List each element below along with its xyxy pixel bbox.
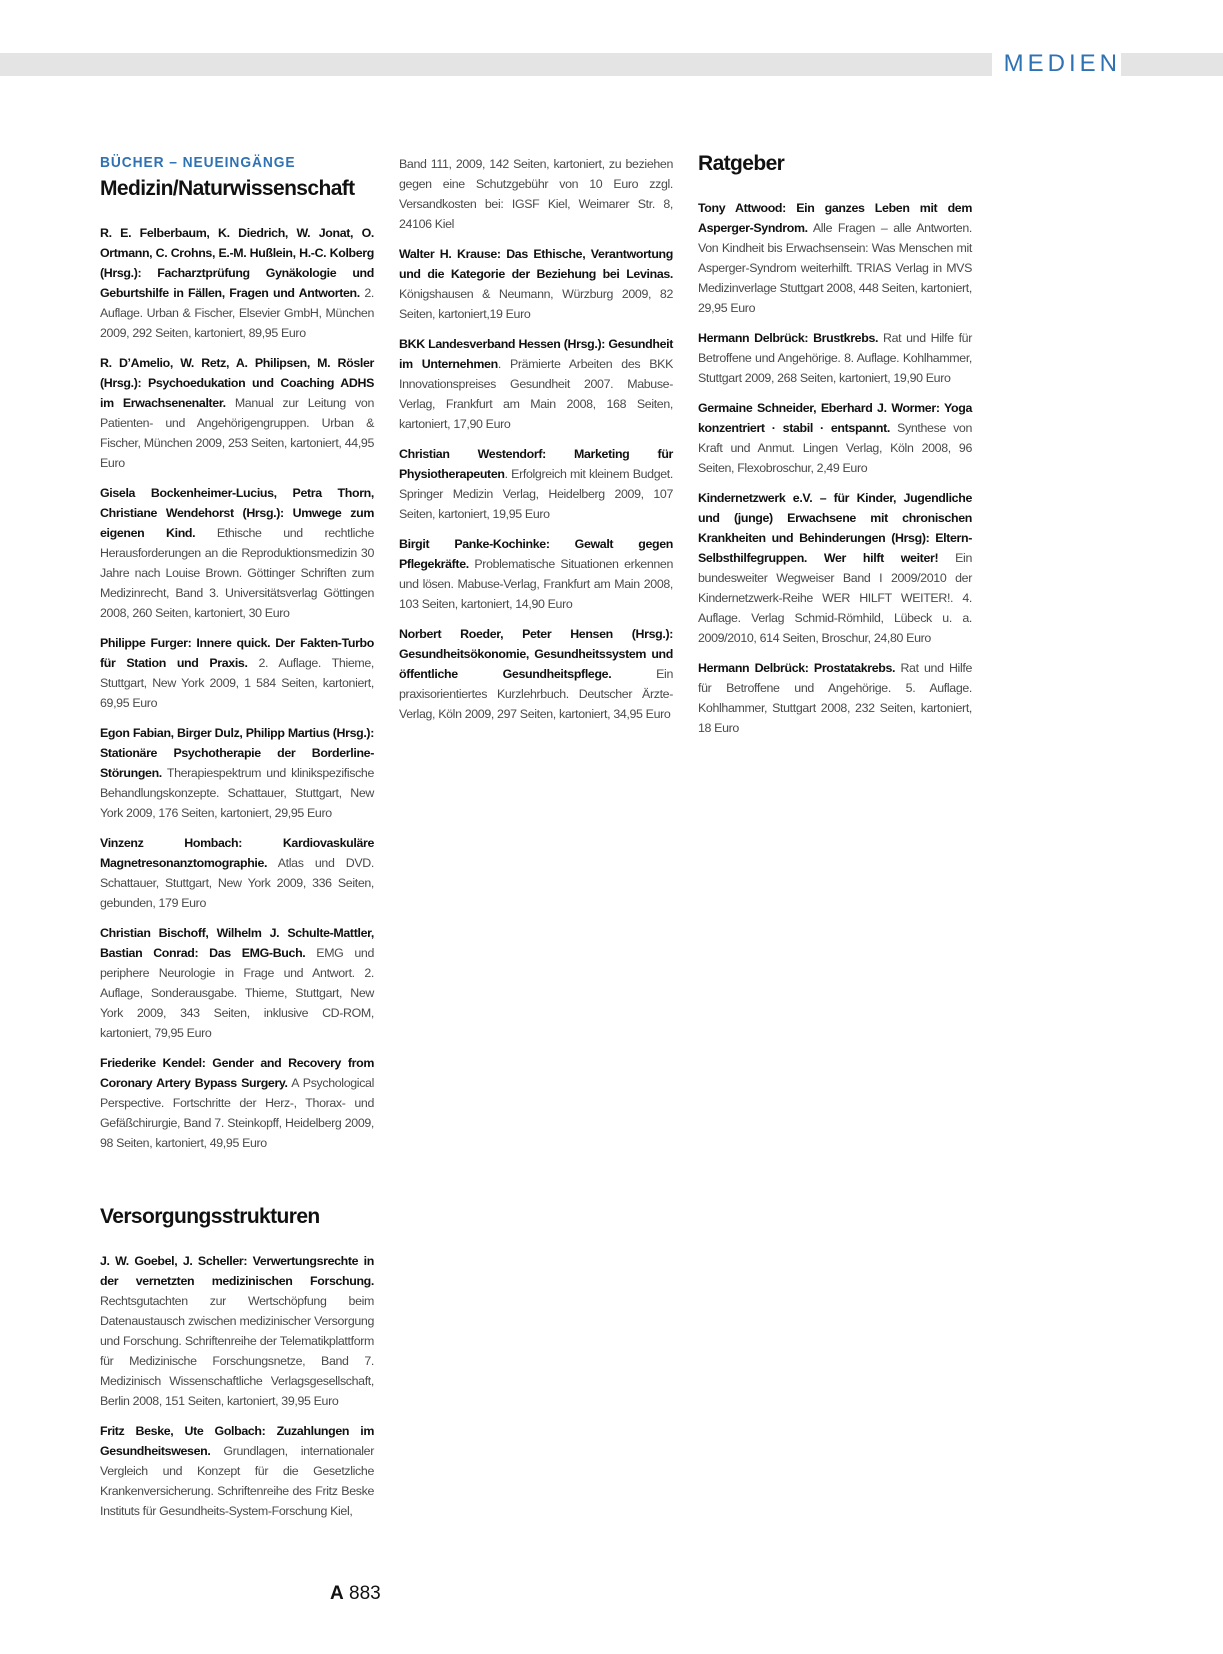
book-title: Gesundheit im Unternehmen: [399, 337, 673, 371]
book-details: . Prämierte Arbeiten des BKK Innovationspreises Gesundheit 2007. Mabuse-Verlag, Frankfurt am Main 2008, 168 Seiten, kartoniert, 17,90 Euro: [399, 357, 673, 431]
book-entry: [698, 488, 972, 648]
book-author: Christian Westendorf:: [399, 447, 575, 461]
book-title: Umwege zum eigenen Kind.: [100, 506, 374, 540]
book-details: . Erfolgreich mit kleinem Budget. Springer Medizin Verlag, Heidelberg 2009, 107 Seiten, kartoniert, 19,95 Euro: [399, 467, 673, 521]
book-details: Ein praxisorientiertes Kurzlehrbuch. Deutscher Ärzte-Verlag, Köln 2009, 297 Seiten, kartoniert, 34,95 Euro: [399, 667, 674, 721]
book-entry: [100, 483, 374, 623]
book-details: Therapiespektrum und klinikspezifische Behandlungskonzepte. Schattauer, Stuttgart, New York 2009, 176 Seiten, kartoniert, 29,95 Euro: [100, 766, 374, 820]
book-details: 2. Auflage. Urban & Fischer, Elsevier GmbH, München 2009, 292 Seiten, kartoniert, 89,95 Euro: [100, 286, 374, 340]
book-author: Friederike Kendel:: [100, 1056, 213, 1070]
book-details: Rat und Hilfe für Betroffene und Angehörige. 5. Auflage. Kohlhammer, Stuttgart 2008, 232 Seiten, kartoniert, 18 Euro: [698, 661, 972, 735]
book-entry: [100, 723, 374, 823]
entry-list-ratgeber: [698, 198, 972, 738]
book-entry: [698, 328, 972, 388]
column-3: [698, 152, 972, 748]
book-details: A Psychological Perspective. Fortschritte der Herz-, Thorax- und Gefäßchirurgie, Band 7. Steinkopff, Heidelberg 2009, 98 Seiten, kartoniert, 49,95 Euro: [100, 1076, 374, 1150]
book-entry: [399, 334, 673, 434]
book-author: Germaine Schneider, Eberhard J. Wormer:: [698, 401, 945, 415]
book-title: Das Ethische, Verantwortung und die Kategorie der Beziehung bei Levinas.: [399, 247, 673, 281]
book-title: Zuzahlungen im Gesundheitswesen.: [100, 1424, 374, 1458]
book-title: Brustkrebs.: [813, 331, 879, 345]
section-heading-versorgung: Versorgungsstrukturen: [100, 1205, 320, 1228]
continued-entry: Band 111, 2009, 142 Seiten, kartoniert, zu beziehen gegen eine Schutzgebühr von 10 Euro zzgl. Versandkosten bei: IGSF Kiel, Weimarer Str. 8, 24106 Kiel: [399, 157, 673, 231]
book-author: J. W. Goebel, J. Scheller:: [100, 1254, 253, 1268]
book-title: Eltern-Selbsthilfegruppen. Wer hilft weiter!: [698, 531, 972, 565]
book-details: Rechtsgutachten zur Wertschöpfung beim Datenaustausch zwischen medizinischer Versorgung und Forschung. Schriftenreihe der Telematikplattform für Medizinische Forschungsnetze, Band 7. Medizinisch Wissenschaftliche Verlagsgesellschaft, Berlin 2008, 151 Seiten, kartoniert, 39,95 Euro: [100, 1294, 374, 1408]
book-title: Stationäre Psychotherapie der Borderline-Störungen.: [100, 746, 374, 780]
book-details: Königshausen & Neumann, Würzburg 2009, 82 Seiten, kartoniert,19 Euro: [399, 287, 673, 321]
book-author: Walter H. Krause:: [399, 247, 507, 261]
book-entry: [399, 444, 673, 524]
book-author: Gisela Bockenheimer-Lucius, Petra Thorn, Christiane Wendehorst (Hrsg.):: [100, 486, 374, 520]
book-entry: [100, 833, 374, 913]
book-entry: [698, 198, 972, 318]
book-entry: [399, 624, 673, 724]
kicker: BÜCHER – NEUEINGÄNGE: [100, 154, 296, 171]
book-entry: [100, 353, 374, 473]
book-title: Ein ganzes Leben mit dem Asperger-Syndrom.: [698, 201, 972, 235]
book-entry: [399, 534, 673, 614]
book-author: Egon Fabian, Birger Dulz, Philipp Martius (Hrsg.):: [100, 726, 374, 740]
book-author: Fritz Beske, Ute Golbach:: [100, 1424, 277, 1438]
book-title: Gender and Recovery from Coronary Artery Bypass Surgery.: [100, 1056, 374, 1090]
book-details: Ein bundesweiter Wegweiser Band I 2009/2010 der Kindernetzwerk-Reihe WER HILFT WEITER!. 4. Auflage. Verlag Schmid-Römhild, Lübeck u. a. 2009/2010, 614 Seiten, Broschur, 24,80 Euro: [698, 551, 972, 645]
section-heading-ratgeber: Ratgeber: [698, 152, 785, 175]
book-details: 2. Auflage. Thieme, Stuttgart, New York 2009, 1 584 Seiten, kartoniert, 69,95 Euro: [100, 656, 374, 710]
book-details: EMG und periphere Neurologie in Frage und Antwort. 2. Auflage, Sonderausgabe. Thieme, Stuttgart, New York 2009, 343 Seiten, inklusive CD-ROM, kartoniert, 79,95 Euro: [100, 946, 374, 1040]
book-title: Facharztprüfung Gynäkologie und Geburtshilfe in Fällen, Fragen und Antworten.: [100, 266, 374, 300]
book-title: Das EMG-Buch.: [209, 946, 306, 960]
column-2: [399, 154, 673, 734]
book-entry: [100, 1053, 374, 1153]
book-details: Rat und Hilfe für Betroffene und Angehörige. 8. Auflage. Kohlhammer, Stuttgart 2009, 268 Seiten, kartoniert, 19,90 Euro: [698, 331, 972, 385]
book-author: R. D’Amelio, W. Retz, A. Philipsen, M. Rösler (Hrsg.):: [100, 356, 374, 390]
page-number-value: 883: [349, 1583, 381, 1604]
entry-list-medizin: [100, 223, 374, 1153]
book-entry: [100, 1421, 374, 1521]
entry-list-column-2: [399, 244, 673, 724]
book-entry: [399, 244, 673, 324]
page-number: [330, 1583, 381, 1605]
column-1: [100, 152, 374, 1531]
book-details: Alle Fragen – alle Antworten. Von Kindheit bis Erwachsensein: Was Menschen mit Asperger-Syndrom weiterhilft. TRIAS Verlag in MVS Medizinverlage Stuttgart 2008, 448 Seiten, kartoniert, 29,95 Euro: [698, 221, 972, 315]
book-author: Hermann Delbrück:: [698, 331, 814, 345]
book-entry: [100, 633, 374, 713]
book-title: Verwertungsrechte in der vernetzten medizinischen Forschung.: [100, 1254, 374, 1288]
book-author: Norbert Roeder, Peter Hensen (Hrsg.):: [399, 627, 673, 641]
book-author: Christian Bischoff, Wilhelm J. Schulte-Mattler, Bastian Conrad:: [100, 926, 374, 960]
section-tag: MEDIEN: [992, 50, 1121, 78]
book-entry: [100, 1251, 374, 1411]
book-entry: [698, 658, 972, 738]
page-prefix: A: [330, 1583, 344, 1604]
book-title: Innere quick. Der Fakten-Turbo für Station und Praxis.: [100, 636, 374, 670]
book-author: Philippe Furger:: [100, 636, 197, 650]
section-heading-medizin: Medizin/Naturwissenschaft: [100, 177, 355, 200]
book-details: Grundlagen, internationaler Vergleich und Konzept für die Gesetzliche Krankenversicherung. Schriftenreihe des Fritz Beske Instituts für Gesundheits-System-Forschung Kiel,: [100, 1444, 374, 1518]
book-author: Kindernetzwerk e.V. – für Kinder, Jugendliche und (junge) Erwachsene mit chronischen Krankheiten und Behinderungen (Hrsg):: [698, 491, 972, 545]
book-author: Tony Attwood:: [698, 201, 797, 215]
book-author: Vinzenz Hombach:: [100, 836, 283, 850]
book-entry: [100, 223, 374, 343]
book-author: BKK Landesverband Hessen (Hrsg.):: [399, 337, 609, 351]
book-title: Prostatakrebs.: [813, 661, 896, 675]
book-title: Yoga konzentriert · stabil · entspannt.: [698, 401, 972, 435]
book-title: Gesundheitsökonomie, Gesundheitssystem und öffentliche Gesundheitspflege.: [399, 647, 673, 681]
book-title: Kardiovaskuläre Magnetresonanztomographie.: [100, 836, 374, 870]
book-title: Gewalt gegen Pflegekräfte.: [399, 537, 674, 571]
book-details: Ethische und rechtliche Herausforderungen an die Reproduktionsmedizin 30 Jahre nach Louise Brown. Göttinger Schriften zum Medizinrecht, Band 3. Universitätsverlag Göttingen 2008, 260 Seiten, kartoniert, 30 Euro: [100, 526, 375, 620]
book-author: Birgit Panke-Kochinke:: [399, 537, 575, 551]
book-entry: [100, 923, 374, 1043]
book-title: Psychoedukation und Coaching ADHS im Erwachsenenalter.: [100, 376, 374, 410]
book-title: Marketing für Physiotherapeuten: [399, 447, 674, 481]
book-details: Atlas und DVD. Schattauer, Stuttgart, New York 2009, 336 Seiten, gebunden, 179 Euro: [100, 856, 374, 910]
book-details: Synthese von Kraft und Anmut. Lingen Verlag, Köln 2008, 96 Seiten, Flexobroschur, 2,49 Euro: [698, 421, 972, 475]
book-author: R. E. Felberbaum, K. Diedrich, W. Jonat, O. Ortmann, C. Crohns, E.-M. Hußlein, H.-C. Kolberg (Hrsg.):: [100, 226, 374, 280]
book-details: Manual zur Leitung von Patienten- und Angehörigengruppen. Urban & Fischer, München 2009, 253 Seiten, kartoniert, 44,95 Euro: [100, 396, 374, 470]
book-entry: [698, 398, 972, 478]
book-author: Hermann Delbrück:: [698, 661, 814, 675]
entry-list-versorgung: [100, 1251, 374, 1521]
book-details: Problematische Situationen erkennen und lösen. Mabuse-Verlag, Frankfurt am Main 2008, 103 Seiten, kartoniert, 14,90 Euro: [399, 557, 673, 611]
